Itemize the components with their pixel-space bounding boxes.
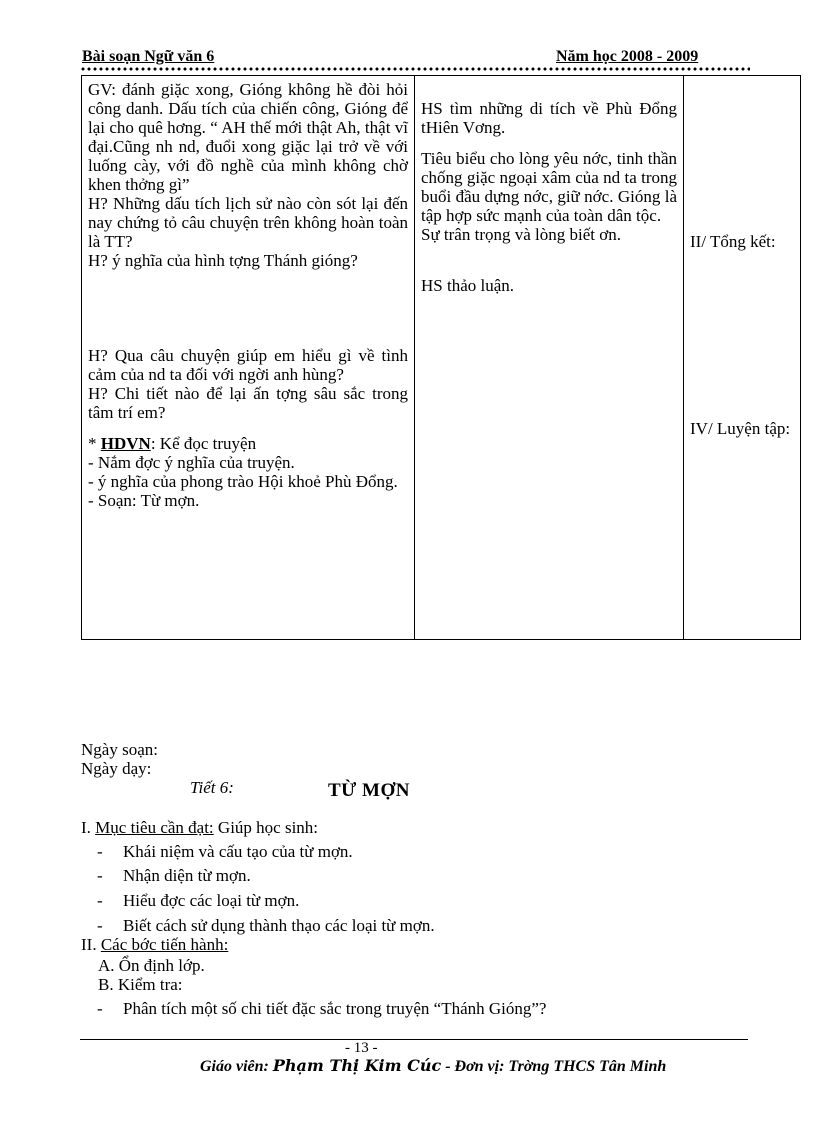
list-item: - Biết cách sử dụng thành thạo các loại từ mợn. bbox=[97, 916, 435, 935]
section-rest: Giúp học sinh: bbox=[213, 818, 319, 837]
list-item: - Khái niệm và cấu tạo của từ mợn. bbox=[97, 842, 353, 861]
list-item: - Nhận diện từ mợn. bbox=[97, 866, 251, 885]
check-question: Phân tích một số chi tiết đặc sắc trong truyện “Thánh Gióng”? bbox=[123, 999, 547, 1018]
section-number: II. bbox=[81, 935, 101, 954]
header-subject: Bài soạn Ngữ văn 6 bbox=[82, 48, 215, 65]
student-answer: HS tìm những di tích về Phù Đổng tHiên Vơng. bbox=[421, 99, 677, 137]
hdvn-prefix: * bbox=[88, 434, 101, 453]
student-answer: Sự trân trọng và lòng biết ơn. bbox=[421, 225, 621, 244]
hdvn-label: HDVN bbox=[100, 434, 151, 453]
list-item: - Phân tích một số chi tiết đặc sắc trong truyện “Thánh Gióng”? bbox=[97, 999, 547, 1018]
section-steps bbox=[81, 935, 228, 954]
lesson-number: Tiết 6: bbox=[190, 778, 234, 797]
goal-text: Biết cách sử dụng thành thạo các loại từ mợn. bbox=[123, 916, 435, 935]
step-a: A. Ổn định lớp. bbox=[98, 956, 205, 975]
hdvn-item: - Nắm đợc ý nghĩa của truyện. bbox=[88, 453, 295, 472]
paragraph-gv: GV: đánh giặc xong, Gióng không hề đòi hỏi công danh. Dấu tích của chiến công, Gióng để lại cho quê hơng. “ AH thế mới thật Ah, thật vĩ đại.Cũng nh nd, đuổi xong giặc lại trở về với luống cày, với đồ nghề của mình không chờ khen thởng gì” bbox=[88, 80, 408, 194]
hdvn-item: - Soạn: Từ mợn. bbox=[88, 491, 200, 510]
header-divider bbox=[80, 66, 750, 72]
student-activity-cell bbox=[415, 76, 684, 640]
hdvn-item: - ý nghĩa của phong trào Hội khoẻ Phù Đổng. bbox=[88, 472, 398, 491]
question-meaning: H? ý nghĩa của hình tợng Thánh gióng? bbox=[88, 251, 358, 270]
lesson-table bbox=[81, 75, 801, 640]
section-summary-label: II/ Tổng kết: bbox=[690, 232, 776, 251]
section-label: Các bớc tiến hành: bbox=[100, 935, 229, 954]
section-label: Mục tiêu cần đạt: bbox=[95, 818, 214, 837]
page-number: - 13 - bbox=[345, 1040, 378, 1056]
question-feelings: H? Qua câu chuyện giúp em hiểu gì về tình cảm của nd ta đối với ngời anh hùng? bbox=[88, 346, 408, 384]
table-row bbox=[82, 76, 801, 640]
hdvn-line bbox=[88, 434, 408, 453]
hdvn-rest: : Kể đọc truyện bbox=[150, 434, 257, 453]
step-b: B. Kiểm tra: bbox=[98, 975, 183, 994]
teacher-name: Phạm Thị Kim Cúc bbox=[272, 1056, 442, 1075]
question-history: H? Những dấu tích lịch sử nào còn sót lại đến nay chứng tỏ câu chuyện trên không hoàn toàn là TT? bbox=[88, 194, 408, 251]
section-number: I. bbox=[81, 818, 96, 837]
goal-text: Hiểu đợc các loại từ mợn. bbox=[123, 891, 300, 910]
student-answer: HS thảo luận. bbox=[421, 276, 515, 295]
goal-text: Khái niệm và cấu tạo của từ mợn. bbox=[123, 842, 353, 861]
header-school-year: Năm học 2008 - 2009 bbox=[556, 48, 699, 65]
goal-text: Nhận diện từ mợn. bbox=[123, 866, 251, 885]
section-practice-label: IV/ Luyện tập: bbox=[690, 419, 791, 438]
question-detail: H? Chi tiết nào để lại ấn tợng sâu sắc trong tâm trí em? bbox=[88, 384, 408, 422]
teacher-label: Giáo viên: bbox=[200, 1058, 273, 1075]
footer-divider bbox=[80, 1039, 748, 1040]
footer-credit bbox=[200, 1056, 666, 1076]
list-item: - Hiểu đợc các loại từ mợn. bbox=[97, 891, 300, 910]
page-title: TỪ MỢN bbox=[328, 780, 410, 801]
teacher-activity-cell bbox=[82, 76, 415, 640]
date-taught: Ngày dạy: bbox=[81, 759, 152, 778]
date-prepared: Ngày soạn: bbox=[81, 740, 158, 759]
student-answer: Tiêu biểu cho lòng yêu nớc, tinh thần chống giặc ngoại xâm của nd ta trong buổi đầu dựng nớc, giữ nớc. Gióng là tập hợp sức mạnh của toàn dân tộc. bbox=[421, 149, 677, 225]
content-cell bbox=[684, 76, 801, 640]
section-objectives bbox=[81, 818, 318, 837]
school-unit: - Đơn vị: Trờng THCS Tân Minh bbox=[441, 1058, 667, 1075]
